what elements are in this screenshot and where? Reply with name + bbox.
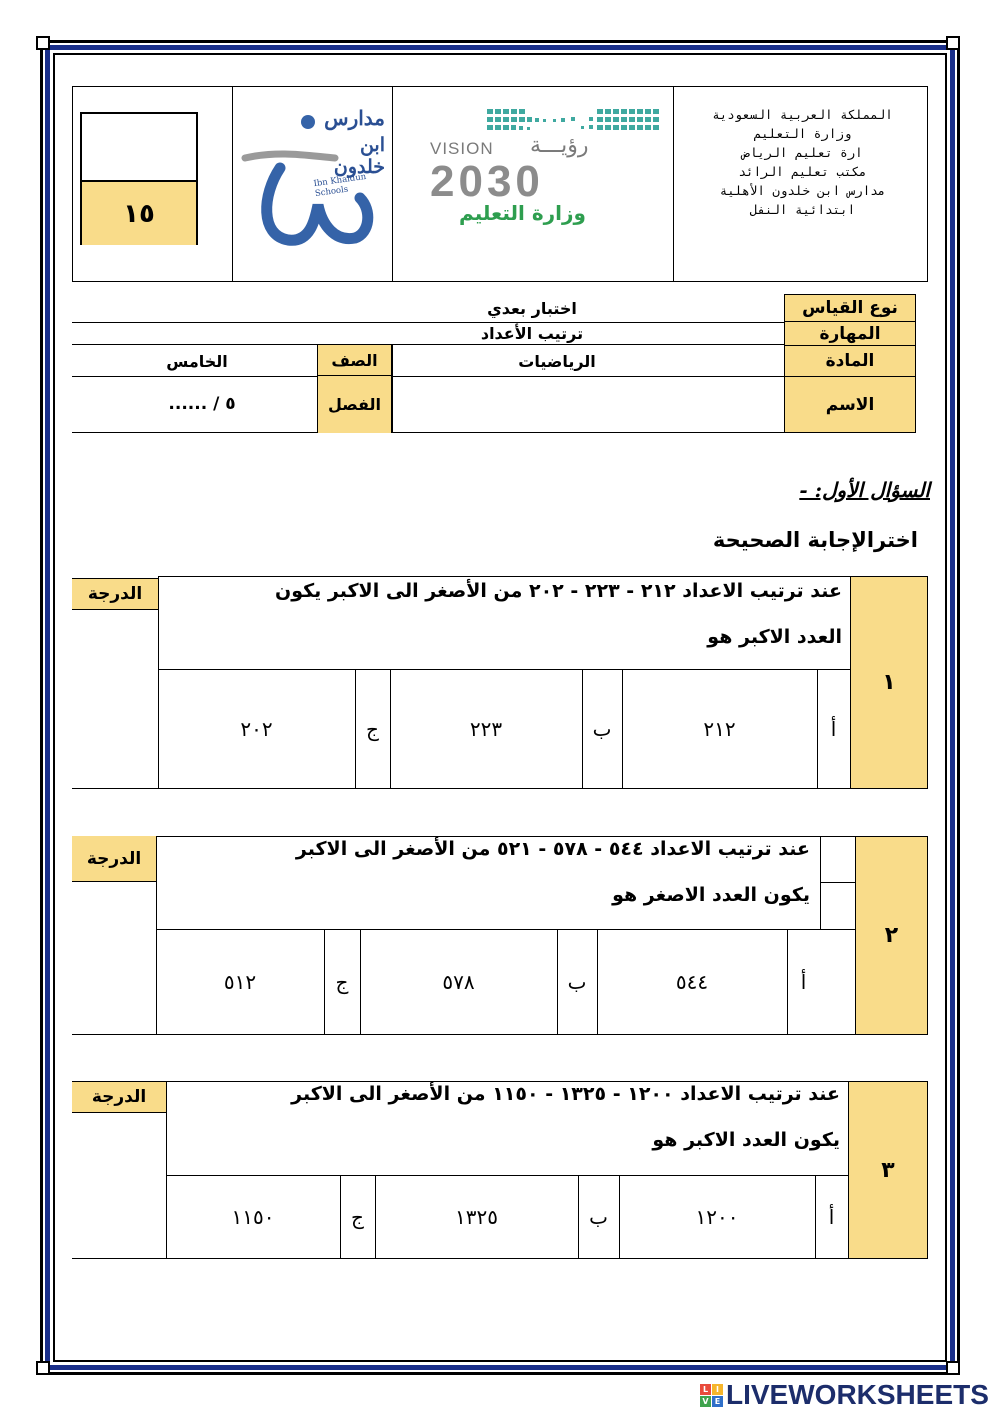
- badge-letter: I: [712, 1384, 723, 1395]
- option-letter: أ: [830, 717, 837, 741]
- corner-ornament: [946, 36, 960, 50]
- question-text: يكون العدد الاصغر هو: [612, 884, 810, 906]
- question-number: ٣: [848, 1081, 928, 1259]
- divider: [619, 1176, 620, 1258]
- divider: [557, 930, 558, 1034]
- option-letter: ج: [351, 1205, 364, 1229]
- skill-label: المهارة: [784, 321, 916, 346]
- question-number: ٢: [855, 836, 928, 1035]
- student-name-field[interactable]: [402, 378, 772, 430]
- divider: [72, 432, 784, 433]
- vision-2030-logo: [425, 105, 665, 225]
- grade-label: الصف: [317, 346, 392, 376]
- vision-arabic: رؤيـــة: [530, 133, 589, 158]
- option-letter: أ: [800, 970, 807, 994]
- option-letter: ب: [592, 717, 612, 741]
- grade-value: الخامس: [166, 351, 228, 371]
- divider: [597, 930, 598, 1034]
- question-text: يكون العدد الاكبر هو: [652, 1129, 840, 1151]
- question-2: [72, 836, 928, 1035]
- question-number: ١: [850, 576, 928, 789]
- option-c[interactable]: ١١٥٠: [231, 1205, 275, 1229]
- ministry-line: مكتب تعليم الرائد: [738, 164, 867, 179]
- option-c[interactable]: ٢٠٢: [240, 717, 273, 741]
- total-score: ١٥: [82, 182, 196, 245]
- corner-ornament: [946, 1361, 960, 1375]
- divider: [72, 376, 784, 377]
- divider: [817, 670, 818, 788]
- school-logo: [240, 100, 385, 250]
- divider: [820, 882, 855, 883]
- option-letter: ج: [335, 970, 349, 994]
- option-letter: ب: [589, 1205, 608, 1229]
- divider: [72, 1258, 848, 1259]
- option-b[interactable]: ٢٢٣: [469, 717, 503, 741]
- corner-ornament: [36, 1361, 50, 1375]
- ministry-line: ابتدائية النفل: [749, 202, 856, 217]
- name-label: الاسم: [784, 376, 916, 433]
- divider: [392, 345, 393, 433]
- ministry-line: وزارة التعليم: [753, 126, 852, 141]
- divider: [815, 1176, 816, 1258]
- divider: [578, 1176, 579, 1258]
- divider: [392, 86, 393, 282]
- question-text: عند ترتيب الاعداد ١٢٠٠ - ١٣٢٥ - ١١٥٠ من الأصغر الى الاكبر: [291, 1083, 840, 1105]
- divider: [390, 670, 391, 788]
- question-3: [72, 1081, 928, 1259]
- question-1: [72, 576, 928, 789]
- vision-ministry: وزارة التعليم: [459, 201, 586, 225]
- option-a[interactable]: ١٢٠٠: [695, 1205, 739, 1229]
- live-badge-icon: [700, 1384, 723, 1407]
- type-label: نوع القياس: [784, 294, 916, 322]
- ministry-header: [680, 105, 925, 219]
- option-b[interactable]: ١٣٢٥: [455, 1205, 498, 1229]
- option-letter: أ: [828, 1205, 835, 1229]
- school-name-ar2: ابن خلدون: [333, 134, 385, 178]
- subject-value: الرياضيات: [518, 351, 596, 371]
- school-name-en: Ibn Khaldun Schools: [312, 171, 367, 200]
- ministry-line: مدارس ابن خلدون الأهلية: [719, 183, 886, 198]
- divider: [622, 670, 623, 788]
- divider: [360, 930, 361, 1034]
- question-text: عند ترتيب الاعداد ٥٤٤ - ٥٧٨ - ٥٢١ من الأصغر الى الاكبر: [295, 838, 810, 860]
- brand-text: LIVEWORKSHEETS: [726, 1379, 989, 1410]
- skill-value: ترتيب الأعداد: [480, 323, 584, 343]
- badge-letter: E: [712, 1396, 723, 1407]
- divider: [673, 86, 674, 282]
- vision-word: VISION: [430, 139, 494, 158]
- question-text: العدد الاكبر هو: [707, 626, 842, 648]
- subject-label: المادة: [784, 345, 916, 377]
- divider: [232, 86, 233, 282]
- grade-label: الدرجة: [72, 1081, 166, 1113]
- badge-letter: L: [700, 1384, 711, 1395]
- divider: [582, 670, 583, 788]
- score-value: ٥ / ......: [168, 394, 236, 414]
- option-c[interactable]: ٥١٢: [223, 970, 257, 994]
- liveworksheets-logo[interactable]: [700, 1380, 995, 1410]
- section-title: السؤال الأول: -: [799, 478, 930, 502]
- badge-letter: V: [700, 1396, 711, 1407]
- type-value: اختبار بعدي: [487, 298, 577, 318]
- grade-label: الدرجة: [72, 578, 158, 610]
- divider: [340, 1176, 341, 1258]
- score-box-top: [82, 114, 196, 182]
- corner-ornament: [36, 36, 50, 50]
- ministry-line: المملكة العربية السعودية: [712, 107, 893, 122]
- ministry-line: ارة تعليم الرياض: [742, 145, 863, 160]
- grade-label: الدرجة: [72, 836, 156, 882]
- option-b[interactable]: ٥٧٨: [442, 970, 475, 994]
- divider: [355, 670, 356, 788]
- school-name-ar1: مدارس: [324, 106, 385, 130]
- divider: [787, 930, 788, 1034]
- divider: [72, 344, 784, 345]
- option-letter: ب: [567, 970, 587, 994]
- vision-year: 2030: [430, 157, 544, 206]
- class-label: الفصل: [327, 395, 382, 414]
- divider: [375, 1176, 376, 1258]
- info-table: [72, 294, 916, 434]
- option-a[interactable]: ٢١٢: [703, 717, 736, 741]
- score-box: [80, 112, 198, 245]
- instruction: اخترالإجابة الصحيحة: [712, 528, 918, 552]
- question-text: عند ترتيب الاعداد ٢١٢ - ٢٢٣ - ٢٠٢ من الأصغر الى الاكبر يكون: [275, 580, 842, 602]
- option-a[interactable]: ٥٤٤: [675, 970, 709, 994]
- divider: [72, 788, 850, 789]
- divider: [72, 1034, 855, 1035]
- option-letter: ج: [366, 717, 379, 741]
- divider: [324, 930, 325, 1034]
